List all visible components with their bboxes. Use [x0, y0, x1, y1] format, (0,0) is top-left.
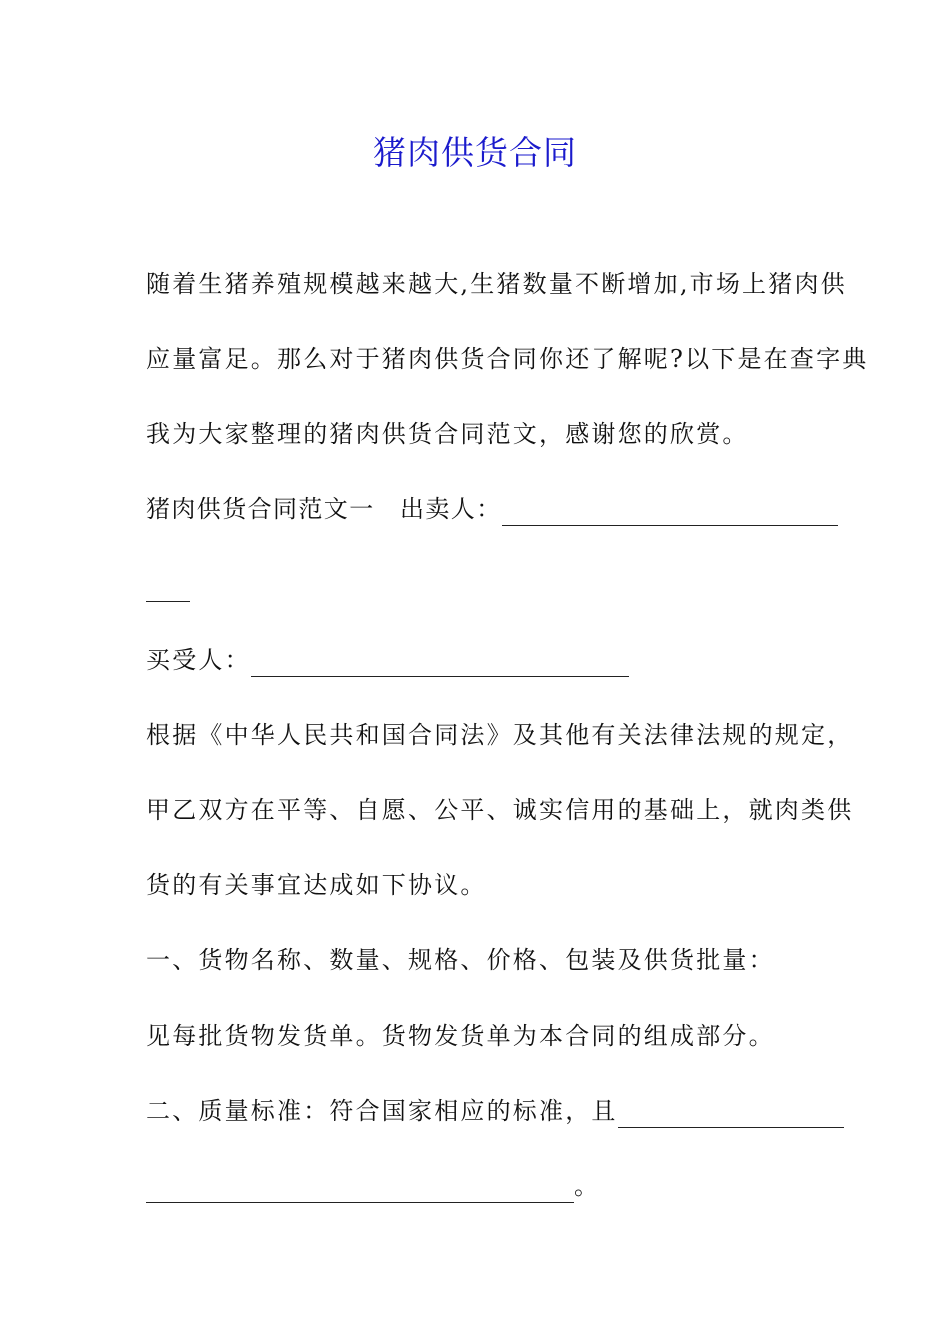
- basis-line-1: 根据《中华人民共和国合同法》及其他有关法律法规的规定，: [146, 721, 854, 749]
- buyer-label: 买受人：: [146, 646, 251, 674]
- basis-line-2: 甲乙双方在平等、自愿、公平、诚实信用的基础上，就肉类供: [146, 796, 854, 824]
- quality-blank: [618, 1101, 844, 1128]
- clause-2-end: 。: [574, 1172, 601, 1200]
- quality-blank-tail: [146, 1176, 574, 1203]
- intro-line-1: 随着生猪养殖规模越来越大,生猪数量不断增加,市场上猪肉供: [146, 270, 847, 298]
- seller-blank-continued: [146, 568, 190, 602]
- seller-blank: [502, 499, 838, 526]
- buyer-blank: [251, 650, 629, 677]
- buyer-line: [146, 643, 629, 677]
- seller-label: 猪肉供货合同范文一 出卖人：: [146, 495, 502, 523]
- document-title: 猪肉供货合同: [373, 133, 577, 172]
- seller-blank-tail: [146, 575, 190, 602]
- intro-line-3: 我为大家整理的猪肉供货合同范文，感谢您的欣赏。: [146, 420, 749, 448]
- intro-line-2: 应量富足。那么对于猪肉供货合同你还了解呢?以下是在查字典: [146, 345, 869, 373]
- clause-1-title: 一、货物名称、数量、规格、价格、包装及供货批量：: [146, 946, 775, 974]
- seller-line: [146, 492, 838, 526]
- clause-2-title: 二、质量标准：符合国家相应的标准，且: [146, 1097, 618, 1125]
- clause-1-body: 见每批货物发货单。货物发货单为本合同的组成部分。: [146, 1022, 775, 1050]
- basis-line-3: 货的有关事宜达成如下协议。: [146, 871, 487, 899]
- clause-2-continued: [146, 1169, 600, 1203]
- clause-2-line: [146, 1094, 844, 1128]
